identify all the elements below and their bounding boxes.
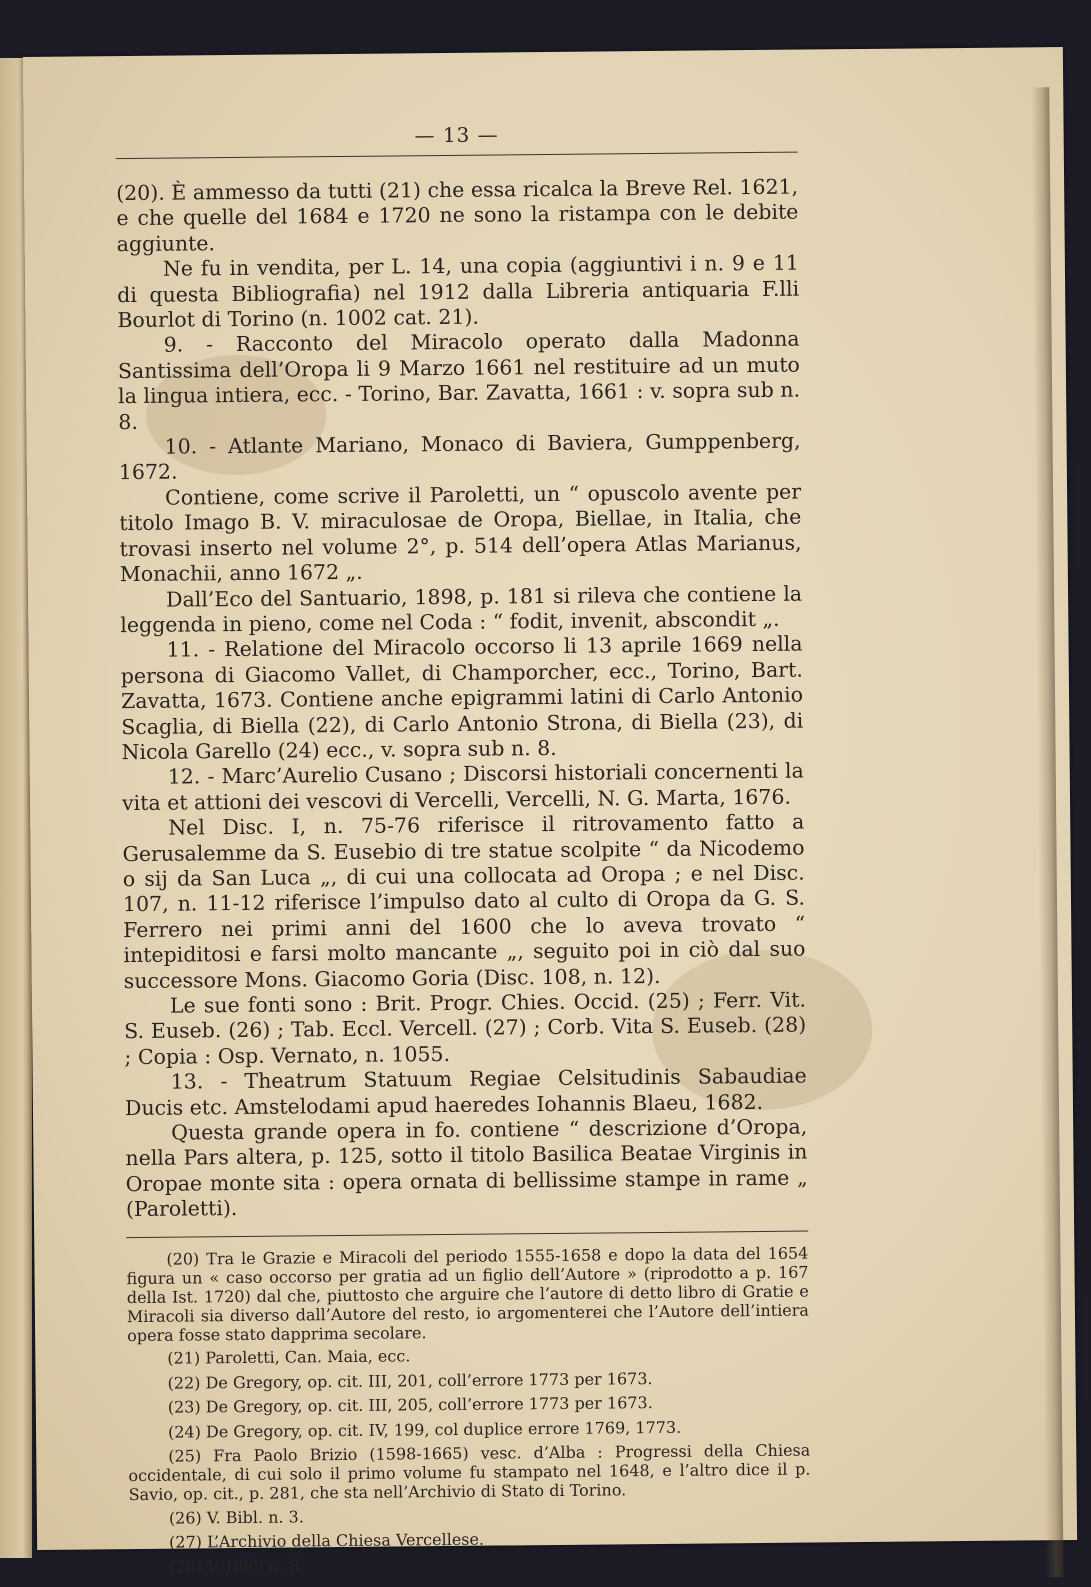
- entry-10: 10. - Atlante Mariano, Monaco di Baviera, Gumppenberg, 1672.: [118, 428, 801, 485]
- paragraph: Le sue fonti sono : Brit. Progr. Chies. Occid. (25) ; Ferr. Vit. S. Euseb. (26) ; Tab. Eccl. Vercell. (27) ; Corb. Vita S. Euseb. (28) ; Copia : Osp. Vernato, n. 1055.: [124, 987, 807, 1069]
- header-rule: [116, 152, 798, 160]
- paragraph: Nel Disc. I, n. 75-76 riferisce il ritrovamento fatto a Gerusalemme da S. Eusebio di tre statue scolpite “ da Nicodemo o sij da San Luca „, di cui una collocata ad Oropa ; e nel Disc. 107, n. 11-12 riferisce l’impulso dato al culto di Oropa da G. S. Ferrero nei primi anni del 1600 che lo aveva trovato “ intepiditosi e farsi molto mancante „, seguito poi in ciò dal suo successore Mons. Giacomo Goria (Disc. 108, n. 12).: [122, 809, 806, 993]
- footnotes: [126, 1243, 811, 1577]
- footnote: (21) Paroletti, Can. Maia, ecc.: [167, 1346, 411, 1368]
- footnote: (22) De Gregory, op. cit. III, 201, coll’errore 1773 per 1673.: [167, 1368, 653, 1393]
- footnote-rule: [126, 1230, 808, 1238]
- entry-12: 12. - Marc’Aurelio Cusano ; Discorsi historiali concernenti la vita et attioni dei vescovi di Vercelli, Vercelli, N. G. Marta, 1676.: [121, 758, 804, 815]
- entry-9: 9. - Racconto del Miracolo operato dalla Madonna Santissima dell’Oropa li 9 Marzo 1661 nel restituire ad un muto la lingua intiera, ecc. - Torino, Bar. Zavatta, 1661 : v. sopra sub n. 8.: [117, 327, 801, 434]
- page-number: — 13 —: [414, 122, 499, 148]
- footnote: (24) De Gregory, op. cit. IV, 199, col duplice errore 1769, 1773.: [167, 1417, 682, 1442]
- entry-13: 13. - Theatrum Statuum Regiae Celsitudinis Sabaudiae Ducis etc. Amstelodami apud haeredes Iohannis Blaeu, 1682.: [124, 1063, 807, 1120]
- page-edge-shadow: [1031, 87, 1063, 1577]
- footnote: (28) V. Bibl. n. 6.: [169, 1556, 305, 1577]
- page-content: [116, 120, 812, 1583]
- paragraph: Questa grande opera in fo. contiene “ descrizione d’Oropa, nella Pars altera, p. 125, sotto il titolo Basilica Beatae Virginis in Oropae monte sita : opera ornata di bellissime stampe in rame „ (Paroletti).: [125, 1114, 808, 1222]
- footnote: (26) V. Bibl. n. 3.: [168, 1507, 304, 1528]
- footnote: (25) Fra Paolo Brizio (1598-1665) vesc. d’Alba : Progressi della Chiesa occidentale, di cui solo il primo volume fu stampato nel 1648, e l’altro dice il p. Savio, op. cit., p. 281, che sta nell’Archivio di Stato di Torino.: [128, 1440, 811, 1505]
- page-sheet: [23, 47, 1077, 1577]
- paragraph: (20). È ammesso da tutti (21) che essa ricalca la Breve Rel. 1621, e che quelle del 1684 e 1720 ne sono la ristampa con le debite aggiunte.: [116, 174, 799, 256]
- entry-11: 11. - Relatione del Miracolo occorso li 13 aprile 1669 nella persona di Giacomo Vallet, di Champorcher, ecc., Torino, Bart. Zavatta, 1673. Contiene anche epigrammi latini di Carlo Antonio Scaglia, di Biella (22), di Carlo Antonio Strona, di Biella (23), di Nicola Garello (24) ecc., v. sopra sub n. 8.: [120, 631, 804, 765]
- footnote: (23) De Gregory, op. cit. III, 205, coll’errore 1773 per 1673.: [167, 1393, 653, 1417]
- paragraph: Ne fu in vendita, per L. 14, una copia (aggiuntivi i n. 9 e 11 di questa Bibliografia) nel 1912 dalla Libreria antiquaria F.lli Bourlot di Torino (n. 1002 cat. 21).: [117, 250, 800, 333]
- paragraph: Dall’Eco del Santuario, 1898, p. 181 si rileva che contiene la leggenda in pieno, come nel Coda : “ fodit, invenit, abscondit „.: [120, 581, 803, 638]
- body-text: [116, 175, 808, 1223]
- footnote: (27) L’Archivio della Chiesa Vercellese.: [169, 1529, 485, 1552]
- footnote: (20) Tra le Grazie e Miracoli del periodo 1555-1658 e dopo la data del 1654 figura un « caso occorso per gratia ad un figlio dell’Autore » (riprodotto a p. 167 della Ist. 1720) dal che, piuttosto che arguire che l’autore di detto libro di Gratie e Miracoli sia diverso dall’Autore del resto, io argomenterei che l’Autore dell’intiera opera fosse stato dapprima secolare.: [126, 1243, 810, 1345]
- paragraph: Contiene, come scrive il Paroletti, un “ opuscolo avente per titolo Imago B. V. miraculosae de Oropa, Biellae, in Italia, che trovasi inserto nel volume 2°, p. 514 dell’opera Atlas Marianus, Monachii, anno 1672 „.: [119, 479, 802, 587]
